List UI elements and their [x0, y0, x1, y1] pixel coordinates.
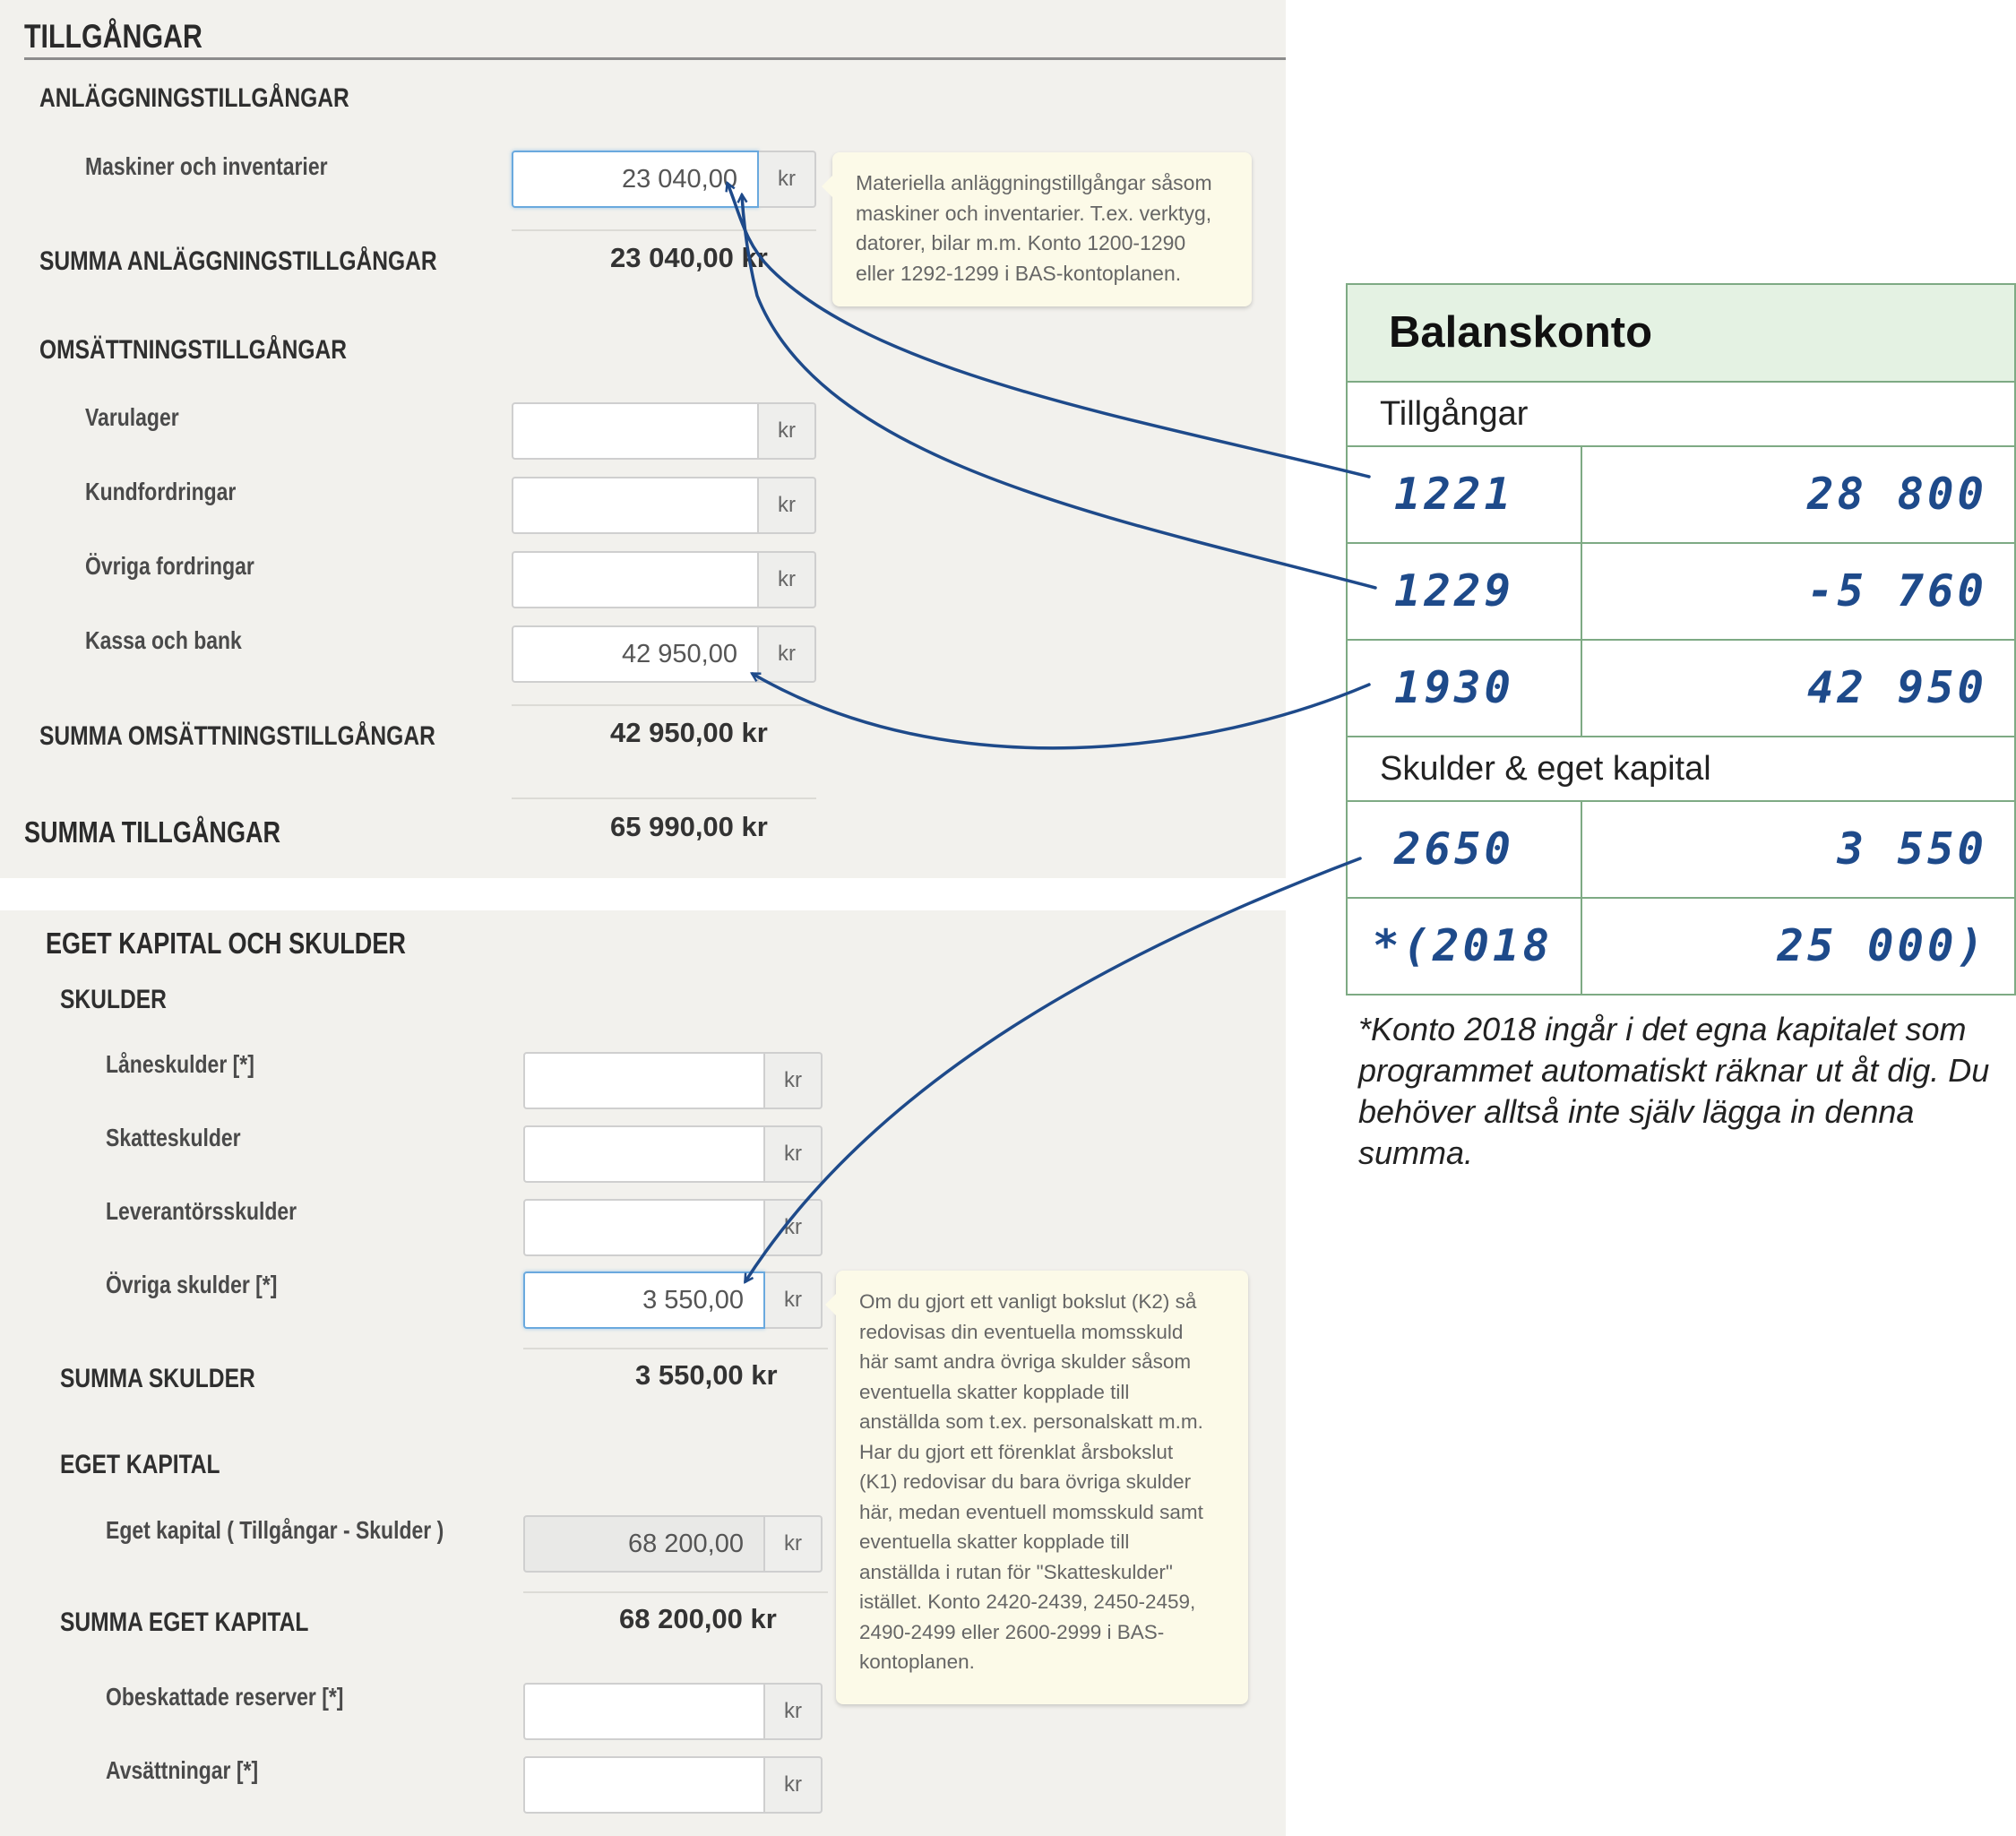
current-sum-label: SUMMA OMSÄTTNINGSTILLGÅNGAR [39, 721, 435, 751]
machines-unit: kr [759, 151, 816, 208]
tooltip-line: maskiner och inventarier. T.ex. verktyg, [856, 201, 1212, 225]
total-assets-label: SUMMA TILLGÅNGAR [24, 815, 281, 849]
tax-unit: kr [765, 1125, 823, 1183]
equity-sum-label: SUMMA EGET KAPITAL [60, 1608, 309, 1637]
inventory-unit: kr [759, 402, 816, 460]
equity-unit: kr [765, 1515, 823, 1573]
fixed-assets-heading: ANLÄGGNINGSTILLGÅNGAR [39, 83, 349, 113]
cash-label: Kassa och bank [85, 626, 242, 654]
liabilities-sum-value: 3 550,00 kr [635, 1359, 778, 1391]
machines-label: Maskiner och inventarier [85, 152, 328, 180]
inventory-label: Varulager [85, 403, 179, 431]
liabilities-sum-label: SUMMA SKULDER [60, 1364, 255, 1393]
equity-liabilities-heading: EGET KAPITAL OCH SKULDER [46, 927, 406, 960]
cash-unit: kr [759, 625, 816, 683]
tooltip-line: här, medan eventuell momsskuld samt [859, 1500, 1203, 1523]
equity-sum-value: 68 200,00 kr [619, 1603, 777, 1634]
receivables-unit: kr [759, 477, 816, 534]
untaxed-reserves-label: Obeskattade reserver [*] [106, 1683, 344, 1711]
assets-heading: TILLGÅNGAR [24, 18, 202, 55]
tooltip-line: (K1) redovisar du bara övriga skulder [859, 1470, 1192, 1493]
balance-liabilities-heading: Skulder & eget kapital [1348, 737, 2014, 802]
tooltip-line: anställda som t.ex. personalskatt m.m. [859, 1410, 1203, 1433]
arrow-1930 [753, 674, 1369, 748]
tooltip-line: Har du gjort ett förenklat årsbokslut [859, 1440, 1174, 1463]
account-amount: 3 550 [1837, 823, 1987, 875]
tooltip-line: Om du gjort ett vanligt bokslut (K2) så [859, 1290, 1197, 1313]
tooltip-line: här samt andra övriga skulder såsom [859, 1350, 1192, 1373]
tooltip-line: kontoplanen. [859, 1651, 975, 1673]
account-amount: -5 760 [1806, 565, 1987, 616]
equity-heading: EGET KAPITAL [60, 1450, 220, 1479]
suppliers-unit: kr [765, 1199, 823, 1256]
account-number: 1229 [1348, 544, 1582, 639]
footnote: *Konto 2018 ingår i det egna kapitalet som programmet automatiskt räknar ut åt dig. Du behöver alltså inte själv lägga in denna summa. [1358, 1011, 1990, 1171]
arrow-1229 [742, 195, 1375, 588]
suppliers-label: Leverantörsskulder [106, 1197, 297, 1225]
tooltip-line: 2490-2499 eller 2600-2999 i BAS- [859, 1620, 1165, 1643]
tooltip-line: eventuella skatter kopplade till [859, 1530, 1130, 1553]
account-amount: 28 800 [1806, 469, 1987, 520]
cash-input[interactable]: 42 950,00 [512, 625, 759, 683]
tooltip-line: datorer, bilar m.m. Konto 1200-1290 [856, 231, 1186, 254]
fixed-sum-label: SUMMA ANLÄGGNINGSTILLGÅNGAR [39, 246, 437, 276]
account-number: 1221 [1348, 447, 1582, 542]
arrow-2650 [745, 858, 1360, 1281]
balance-assets-heading: Tillgångar [1348, 383, 2014, 447]
fixed-sum-value: 23 040,00 kr [610, 242, 768, 273]
other-liabilities-label: Övriga skulder [*] [106, 1271, 278, 1298]
other-liabilities-input[interactable]: 3 550,00 [523, 1271, 765, 1329]
equity-label: Eget kapital ( Tillgångar - Skulder ) [106, 1516, 444, 1544]
tooltip-line: eller 1292-1299 i BAS-kontoplanen. [856, 261, 1182, 285]
loans-unit: kr [765, 1052, 823, 1109]
arrow-1221 [728, 184, 1369, 477]
loans-label: Låneskulder [*] [106, 1050, 254, 1078]
tooltip-line: istället. Konto 2420-2439, 2450-2459, [859, 1590, 1196, 1613]
provisions-unit: kr [765, 1756, 823, 1814]
total-assets-value: 65 990,00 kr [610, 811, 768, 842]
liabilities-heading: SKULDER [60, 985, 167, 1014]
tooltip-line: redovisas din eventuella momsskuld [859, 1320, 1184, 1343]
account-number: *(2018 [1348, 899, 1582, 994]
receivables-label: Kundfordringar [85, 478, 237, 505]
current-sum-value: 42 950,00 kr [610, 717, 768, 748]
machines-input[interactable]: 23 040,00 [512, 151, 759, 208]
other-liabilities-unit: kr [765, 1271, 823, 1329]
tooltip-line: eventuella skatter kopplade till [859, 1380, 1130, 1403]
other-receivables-unit: kr [759, 551, 816, 608]
balance-title: Balanskonto [1348, 285, 2014, 383]
account-amount: 25 000) [1777, 920, 1987, 971]
tax-label: Skatteskulder [106, 1124, 241, 1151]
untaxed-reserves-unit: kr [765, 1683, 823, 1740]
account-number: 1930 [1348, 641, 1582, 736]
current-assets-heading: OMSÄTTNINGSTILLGÅNGAR [39, 335, 348, 365]
tooltip-line: Materiella anläggningstillgångar såsom [856, 171, 1212, 194]
other-receivables-label: Övriga fordringar [85, 552, 254, 580]
equity-input: 68 200,00 [523, 1515, 765, 1573]
tooltip-line: anställda i rutan för "Skatteskulder" [859, 1560, 1173, 1583]
account-number: 2650 [1348, 802, 1582, 897]
account-amount: 42 950 [1806, 662, 1987, 713]
provisions-label: Avsättningar [*] [106, 1756, 259, 1784]
